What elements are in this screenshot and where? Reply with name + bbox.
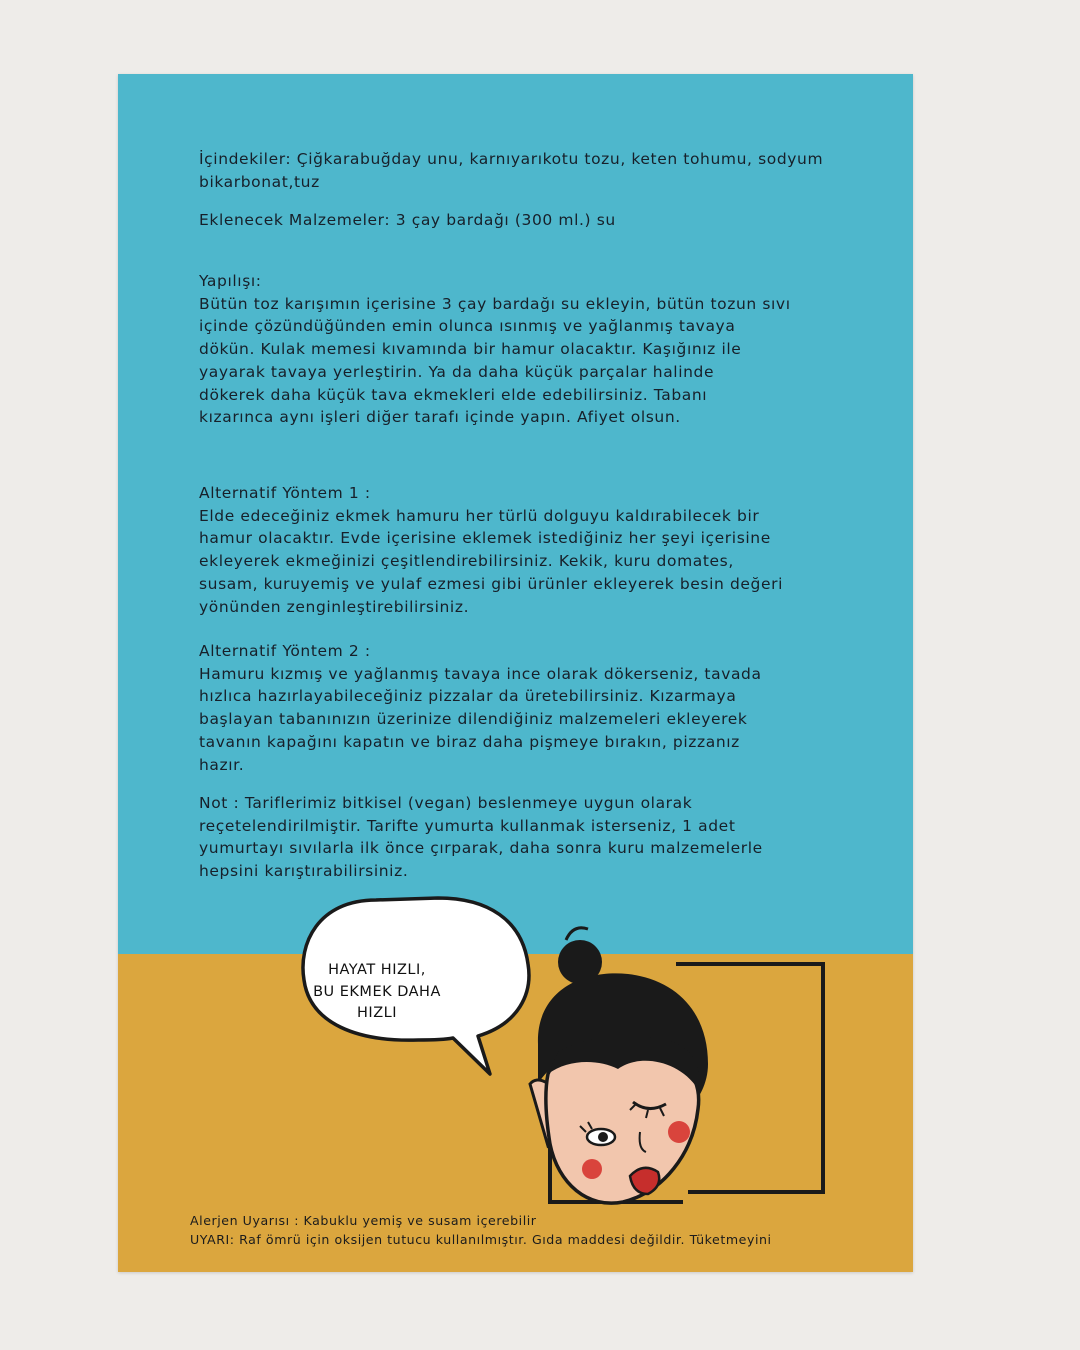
alternative1-line: susam, kuruyemiş ve yulaf ezmesi gibi ürünler ekleyerek besin değeri [199, 574, 783, 593]
alternative2-line: tavanın kapağını kapatın ve biraz daha pişmeye bırakın, pizzanız [199, 732, 740, 751]
note-line: hepsini karıştırabilirsiniz. [199, 862, 409, 881]
method-line: dökerek daha küçük tava ekmekleri elde edebilirsiniz. Tabanı [199, 385, 708, 404]
alternative1-line: ekleyerek ekmeğinizi çeşitlendirebilirsiniz. Kekik, kuru domates, [199, 552, 734, 571]
right-cheek [668, 1121, 690, 1143]
allergen-warning: Alerjen Uyarısı : Kabuklu yemiş ve susam içerebilir [190, 1213, 537, 1228]
alternative1-line: yönünden zenginleştirebilirsiniz. [199, 597, 470, 616]
alternative2-line: hızlıca hazırlayabileceğiniz pizzalar da üretebilirsiniz. Kızarmaya [199, 687, 737, 706]
alternative1-line: Elde edeceğiniz ekmek hamuru her türlü dolguyu kaldırabilecek bir [199, 506, 760, 525]
note-line: yumurtayı sıvılarla ilk önce çırparak, daha sonra kuru malzemelerle [199, 839, 763, 858]
note-line: Not : Tariflerimiz bitkisel (vegan) beslenmeye uygun olarak [199, 794, 693, 812]
method-heading: Yapılışı: [199, 272, 262, 290]
added-ingredients-text: Eklenecek Malzemeler: 3 çay bardağı (300 ml.) su [199, 211, 616, 229]
method-line: kızarınca aynı işleri diğer tarafı içinde yapın. Afiyet olsun. [199, 408, 681, 427]
method-line: içinde çözündüğünden emin olunca ısınmış ve yağlanmış tavaya [199, 317, 736, 336]
woman-illustration [118, 74, 913, 1272]
speech-line-2: BU EKMEK DAHA HIZLI [313, 983, 441, 1021]
note-line: reçetelendirilmiştir. Tarifte yumurta kullanmak isterseniz, 1 adet [199, 816, 736, 835]
alternative2-heading: Alternatif Yöntem 2 : [199, 642, 371, 660]
method-line: dökün. Kulak memesi kıvamında bir hamur olacaktır. Kaşığınız ile [199, 340, 742, 359]
alternative2-line: Hamuru kızmış ve yağlanmış tavaya ince olarak dökerseniz, tavada [199, 664, 762, 683]
product-box-back [118, 74, 913, 1272]
alternative2-line: başlayan tabanınızın üzerinize dilendiğiniz malzemeleri ekleyerek [199, 710, 748, 729]
alternative1-heading: Alternatif Yöntem 1 : [199, 484, 371, 502]
alternative2-line: hazır. [199, 755, 245, 774]
alternative1-line: hamur olacaktır. Evde içerisine eklemek istediğiniz her şeyi içerisine [199, 529, 771, 548]
speech-bubble-text [302, 960, 452, 1025]
ingredients-text: İçindekiler: Çiğkarabuğday unu, karnıyarıkotu tozu, keten tohumu, sodyum bikarbonat,tuz [199, 150, 824, 191]
speech-line-1: HAYAT HIZLI, [328, 962, 426, 978]
allergen-section [190, 1212, 910, 1249]
left-cheek [582, 1159, 602, 1179]
method-line: yayarak tavaya yerleştirin. Ya da daha küçük parçalar halinde [199, 362, 715, 381]
method-line: Bütün toz karışımın içerisine 3 çay bardağı su ekleyin, bütün tozun sıvı [199, 294, 791, 313]
oxygen-absorber-warning: UYARI: Raf ömrü için oksijen tutucu kullanılmıştır. Gıda maddesi değildir. Tüketmeyini [190, 1231, 772, 1247]
